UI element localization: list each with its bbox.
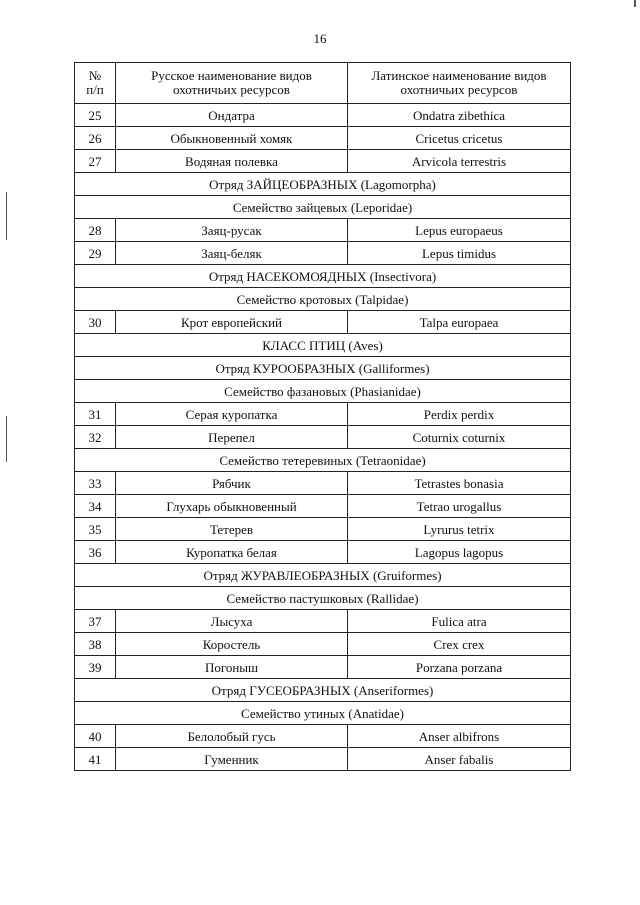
taxon-group-title: Отряд КУРООБРАЗНЫХ (Galliformes) — [75, 357, 571, 380]
taxon-group-row — [75, 449, 571, 472]
russian-name: Погоныш — [116, 656, 348, 679]
latin-name: Anser albifrons — [348, 725, 571, 748]
taxon-group-row — [75, 265, 571, 288]
table-row — [75, 748, 571, 771]
table-row — [75, 426, 571, 449]
row-number: 29 — [75, 242, 116, 265]
table-row — [75, 219, 571, 242]
russian-name: Лысуха — [116, 610, 348, 633]
table-row — [75, 104, 571, 127]
row-number: 33 — [75, 472, 116, 495]
row-number: 38 — [75, 633, 116, 656]
header-latin-line1: Латинское наименование видов — [371, 68, 547, 83]
row-number: 26 — [75, 127, 116, 150]
row-number: 34 — [75, 495, 116, 518]
row-number: 41 — [75, 748, 116, 771]
russian-name: Заяц-беляк — [116, 242, 348, 265]
header-russian-line1: Русское наименование видов — [151, 68, 312, 83]
row-number: 27 — [75, 150, 116, 173]
latin-name: Anser fabalis — [348, 748, 571, 771]
taxon-group-row — [75, 173, 571, 196]
latin-name: Crex crex — [348, 633, 571, 656]
taxon-group-row — [75, 288, 571, 311]
russian-name: Серая куропатка — [116, 403, 348, 426]
taxon-group-row — [75, 679, 571, 702]
page-number: 16 — [313, 31, 327, 46]
latin-name: Fulica atra — [348, 610, 571, 633]
table-row — [75, 518, 571, 541]
scan-mark-left-top — [6, 192, 7, 240]
header-number — [75, 63, 116, 104]
latin-name: Coturnix coturnix — [348, 426, 571, 449]
table-row — [75, 150, 571, 173]
russian-name: Рябчик — [116, 472, 348, 495]
header-number-line2: п/п — [86, 82, 104, 97]
latin-name: Cricetus cricetus — [348, 127, 571, 150]
taxon-group-title: Семейство кротовых (Talpidae) — [75, 288, 571, 311]
table-row — [75, 541, 571, 564]
scan-mark-left-bottom — [6, 416, 7, 462]
table-row — [75, 127, 571, 150]
table-row — [75, 610, 571, 633]
russian-name: Заяц-русак — [116, 219, 348, 242]
row-number: 32 — [75, 426, 116, 449]
taxon-group-title: Отряд ГУСЕОБРАЗНЫХ (Anseriformes) — [75, 679, 571, 702]
taxon-group-title: Семейство зайцевых (Leporidae) — [75, 196, 571, 219]
taxon-group-row — [75, 357, 571, 380]
latin-name: Tetrastes bonasia — [348, 472, 571, 495]
row-number: 25 — [75, 104, 116, 127]
table-row — [75, 725, 571, 748]
row-number: 35 — [75, 518, 116, 541]
species-table — [74, 62, 571, 771]
row-number: 31 — [75, 403, 116, 426]
table-row — [75, 495, 571, 518]
russian-name: Тетерев — [116, 518, 348, 541]
table-row — [75, 633, 571, 656]
taxon-group-row — [75, 564, 571, 587]
taxon-group-row — [75, 334, 571, 357]
table-header-row — [75, 63, 571, 104]
russian-name: Коростель — [116, 633, 348, 656]
latin-name: Perdix perdix — [348, 403, 571, 426]
row-number: 40 — [75, 725, 116, 748]
russian-name: Глухарь обыкновенный — [116, 495, 348, 518]
header-latin-name — [348, 63, 571, 104]
table-row — [75, 472, 571, 495]
russian-name: Водяная полевка — [116, 150, 348, 173]
row-number: 39 — [75, 656, 116, 679]
species-table-body — [75, 104, 571, 771]
latin-name: Ondatra zibethica — [348, 104, 571, 127]
table-row — [75, 242, 571, 265]
russian-name: Крот европейский — [116, 311, 348, 334]
latin-name: Talpa europaea — [348, 311, 571, 334]
latin-name: Arvicola terrestris — [348, 150, 571, 173]
row-number: 36 — [75, 541, 116, 564]
taxon-group-row — [75, 587, 571, 610]
russian-name: Белолобый гусь — [116, 725, 348, 748]
latin-name: Lepus europaeus — [348, 219, 571, 242]
taxon-group-title: Семейство фазановых (Phasianidae) — [75, 380, 571, 403]
taxon-group-title: Семейство пастушковых (Rallidae) — [75, 587, 571, 610]
taxon-group-title: Отряд НАСЕКОМОЯДНЫХ (Insectivora) — [75, 265, 571, 288]
russian-name: Гуменник — [116, 748, 348, 771]
latin-name: Tetrao urogallus — [348, 495, 571, 518]
taxon-group-title: Отряд ЗАЙЦЕОБРАЗНЫХ (Lagomorpha) — [75, 173, 571, 196]
header-latin-line2: охотничьих ресурсов — [400, 82, 518, 97]
taxon-group-row — [75, 702, 571, 725]
table-row — [75, 656, 571, 679]
russian-name: Перепел — [116, 426, 348, 449]
header-number-line1: № — [88, 68, 102, 83]
taxon-group-title: Семейство тетеревиных (Tetraonidae) — [75, 449, 571, 472]
latin-name: Porzana porzana — [348, 656, 571, 679]
table-row — [75, 403, 571, 426]
row-number: 30 — [75, 311, 116, 334]
russian-name: Куропатка белая — [116, 541, 348, 564]
latin-name: Lagopus lagopus — [348, 541, 571, 564]
russian-name: Ондатра — [116, 104, 348, 127]
taxon-group-title: Отряд ЖУРАВЛЕОБРАЗНЫХ (Gruiformes) — [75, 564, 571, 587]
header-russian-line2: охотничьих ресурсов — [173, 82, 290, 97]
latin-name: Lyrurus tetrix — [348, 518, 571, 541]
russian-name: Обыкновенный хомяк — [116, 127, 348, 150]
row-number: 28 — [75, 219, 116, 242]
taxon-group-title: Семейство утиных (Anatidae) — [75, 702, 571, 725]
table-row — [75, 311, 571, 334]
latin-name: Lepus timidus — [348, 242, 571, 265]
row-number: 37 — [75, 610, 116, 633]
header-russian-name — [116, 63, 348, 104]
scan-mark-right-corner — [634, 0, 636, 7]
taxon-group-row — [75, 196, 571, 219]
taxon-group-title: КЛАСС ПТИЦ (Aves) — [75, 334, 571, 357]
taxon-group-row — [75, 380, 571, 403]
